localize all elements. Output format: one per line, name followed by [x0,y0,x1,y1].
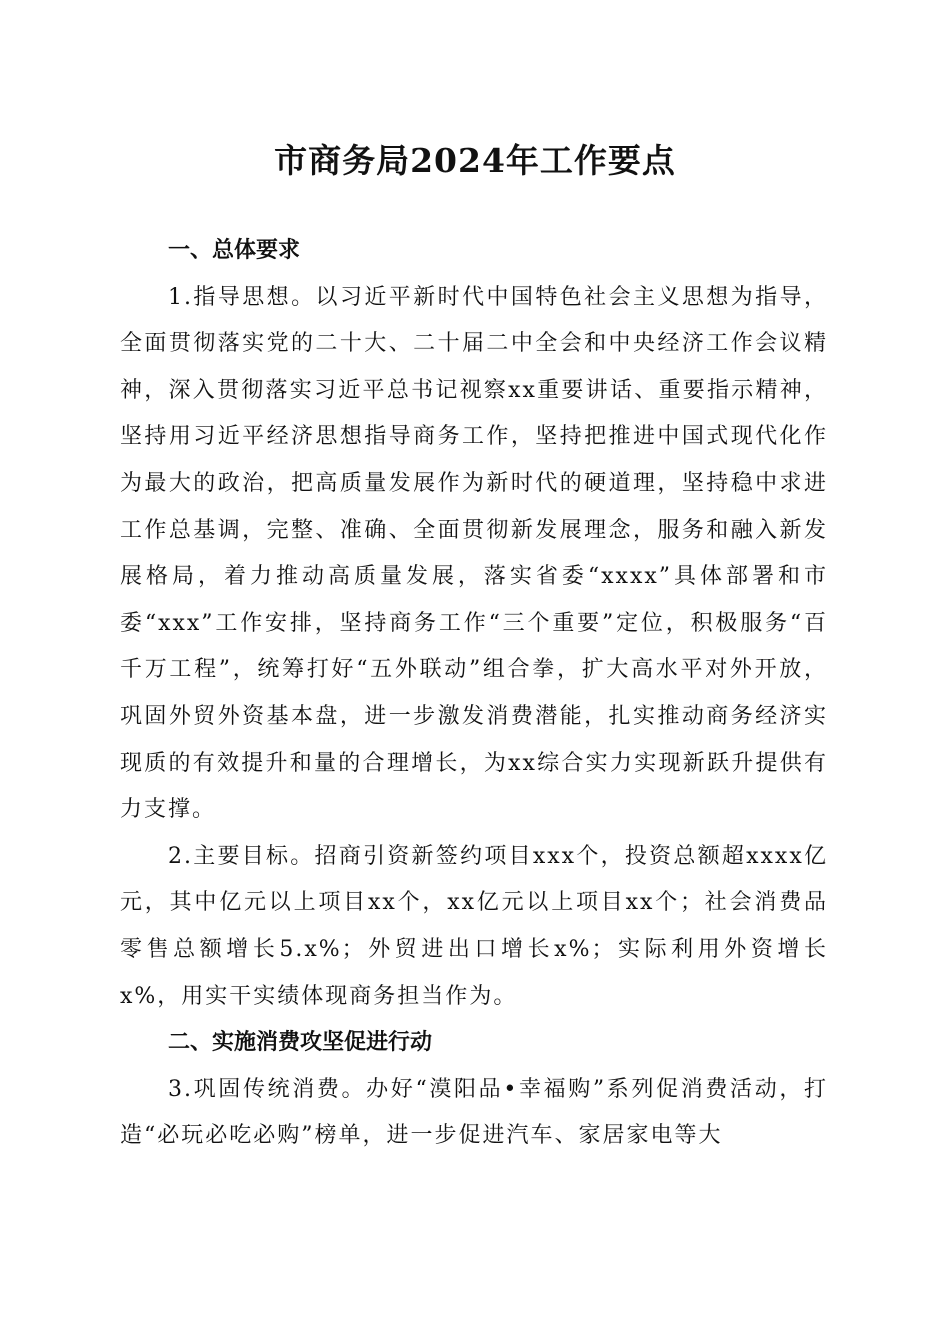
document-body [120,228,828,1160]
paragraph-guiding-ideology: 1.指导思想。以习近平新时代中国特色社会主义思想为指导，全面贯彻落实党的二十大、二十届二中全会和中央经济工作会议精神，深入贯彻落实习近平总书记视察xx重要讲话、重要指示精神，坚持用习近平经济思想指导商务工作，坚持把推进中国式现代化作为最大的政治，把高质量发展作为新时代的硬道理，坚持稳中求进工作总基调，完整、准确、全面贯彻新发展理念，服务和融入新发展格局，着力推动高质量发展，落实省委“xxxx”具体部署和市委“xxx”工作安排，坚持商务工作“三个重要”定位，积极服务“百千万工程”，统筹打好“五外联动”组合拳，扩大高水平对外开放，巩固外贸外资基本盘，进一步激发消费潜能，扎实推动商务经济实现质的有效提升和量的合理增长，为xx综合实力实现新跃升提供有力支撑。 [120,284,828,823]
document-title: 市商务局2024年工作要点 [274,141,676,180]
paragraph-main-targets: 2.主要目标。招商引资新签约项目xxx个，投资总额超xxxx亿元，其中亿元以上项目xx个，xx亿元以上项目xx个；社会消费品零售总额增长5.x%；外贸进出口增长x%；实际利用外资增长x%，用实干实绩体现商务担当作为。 [120,843,828,1009]
section-heading-overall-requirements: 一、总体要求 [168,238,301,263]
paragraph-traditional-consumption: 3.巩固传统消费。办好“漠阳品•幸福购”系列促消费活动，打造“必玩必吃必购”榜单，进一步促进汽车、家居家电等大 [120,1076,828,1149]
section-heading-consumption-action: 二、实施消费攻坚促进行动 [168,1030,433,1056]
